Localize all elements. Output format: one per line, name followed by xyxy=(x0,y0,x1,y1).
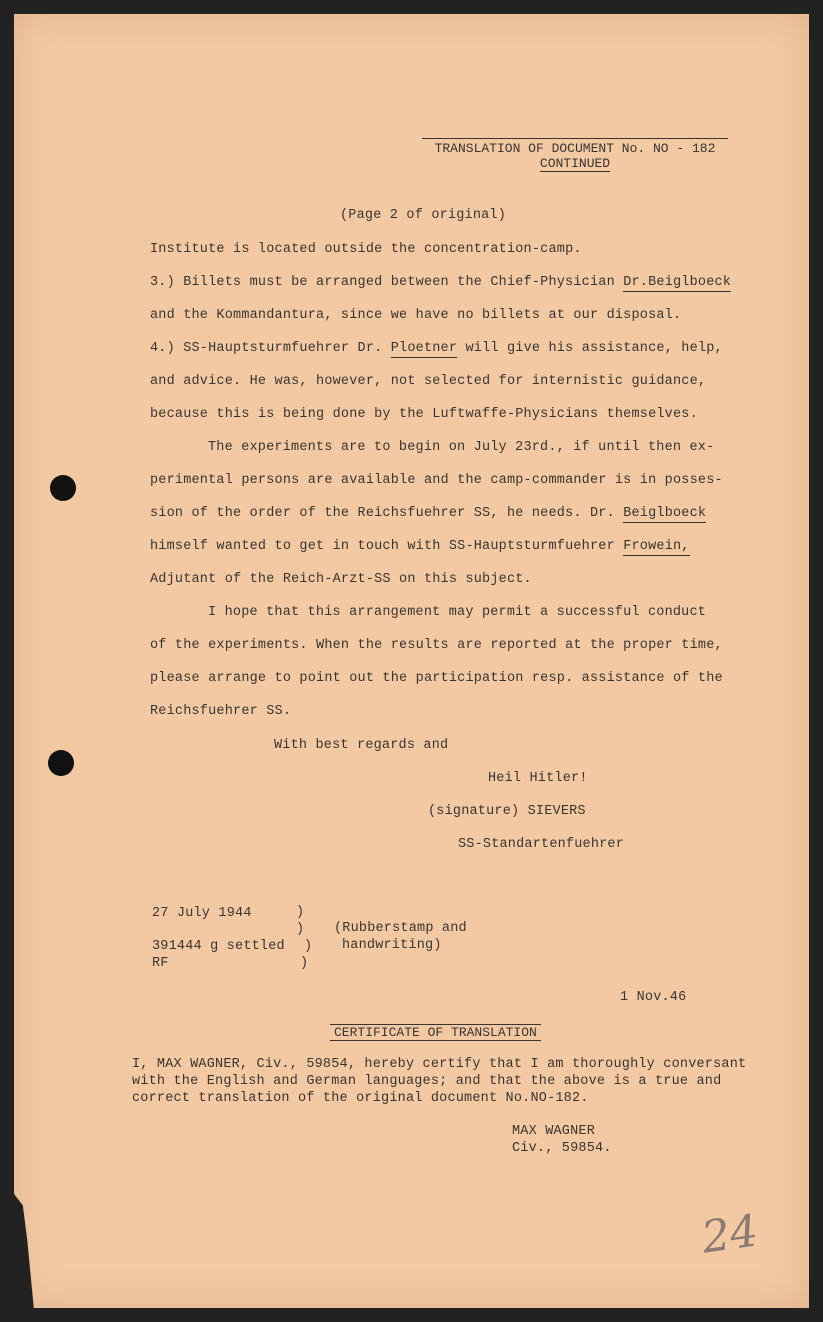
underlined-name: Beiglboeck xyxy=(623,506,707,521)
body-line-7: The experiments are to begin on July 23rd., if until then ex- xyxy=(208,440,715,455)
stamp-amount: 391444 g settled xyxy=(152,939,285,954)
body-line-8: perimental persons are available and the camp-commander is in posses- xyxy=(150,473,723,488)
body-line-9: sion of the order of the Reichsfuehrer SS, he needs. Dr. Beiglboeck xyxy=(150,506,707,521)
body-line-14: please arrange to point out the participation resp. assistance of the xyxy=(150,671,723,686)
document-page xyxy=(14,14,809,1308)
bracket: ) xyxy=(304,939,313,954)
body-line-11: Adjutant of the Reich-Arzt-SS on this subject. xyxy=(150,572,532,587)
underlined-name: Frowein, xyxy=(623,539,690,554)
body-line-12: I hope that this arrangement may permit a successful conduct xyxy=(208,605,707,620)
translator-id: Civ., 59854. xyxy=(512,1141,612,1156)
stamp-date: 27 July 1944 xyxy=(152,906,252,921)
body-line-5: and advice. He was, however, not selected for internistic guidance, xyxy=(150,374,707,389)
punch-hole xyxy=(50,475,76,501)
document-header xyxy=(422,138,728,172)
signatory-rank: SS-Standartenfuehrer xyxy=(458,837,625,852)
stamp-initials: RF xyxy=(152,956,169,971)
body-line-10: himself wanted to get in touch with SS-Hauptsturmfuehrer Frowein, xyxy=(150,539,690,554)
body-line-2: 3.) Billets must be arranged between the Chief-Physician Dr.Beiglboeck xyxy=(150,275,732,290)
stamp-note-2: handwriting) xyxy=(342,938,442,953)
bracket: ) xyxy=(296,922,305,937)
certificate-title: CERTIFICATE OF TRANSLATION xyxy=(330,1024,541,1041)
certificate-line-1: I, MAX WAGNER, Civ., 59854, hereby certify that I am thoroughly conversant xyxy=(132,1057,747,1072)
closing-salute: Heil Hitler! xyxy=(488,771,588,786)
handwritten-page-number: 24 xyxy=(698,1205,762,1264)
certificate-date: 1 Nov.46 xyxy=(620,990,687,1005)
punch-hole xyxy=(48,750,74,776)
certificate-line-3: correct translation of the original document No.NO-182. xyxy=(132,1091,589,1106)
underlined-name: Ploetner xyxy=(390,341,458,356)
closing-regards: With best regards and xyxy=(274,738,449,753)
stamp-note-1: (Rubberstamp and xyxy=(334,921,467,936)
body-line-6: because this is being done by the Luftwaffe-Physicians themselves. xyxy=(150,407,698,422)
translator-name: MAX WAGNER xyxy=(512,1124,596,1139)
signature-line: (signature) SIEVERS xyxy=(428,804,586,819)
body-line-1: Institute is located outside the concentration-camp. xyxy=(150,242,582,257)
body-line-13: of the experiments. When the results are reported at the proper time, xyxy=(150,638,723,653)
page-reference: (Page 2 of original) xyxy=(340,208,507,223)
bracket: ) xyxy=(296,905,305,920)
underlined-name: Dr.Beiglboeck xyxy=(623,275,732,290)
body-line-4: 4.) SS-Hauptsturmfuehrer Dr. Ploetner will give his assistance, help, xyxy=(150,341,723,356)
header-continued: CONTINUED xyxy=(539,156,611,171)
header-title: TRANSLATION OF DOCUMENT No. NO - 182 xyxy=(422,138,728,156)
body-line-15: Reichsfuehrer SS. xyxy=(150,704,292,719)
certificate-line-2: with the English and German languages; and that the above is a true and xyxy=(132,1074,722,1089)
body-line-3: and the Kommandantura, since we have no billets at our disposal. xyxy=(150,308,682,323)
torn-edge xyxy=(14,1194,36,1308)
bracket: ) xyxy=(300,956,309,971)
